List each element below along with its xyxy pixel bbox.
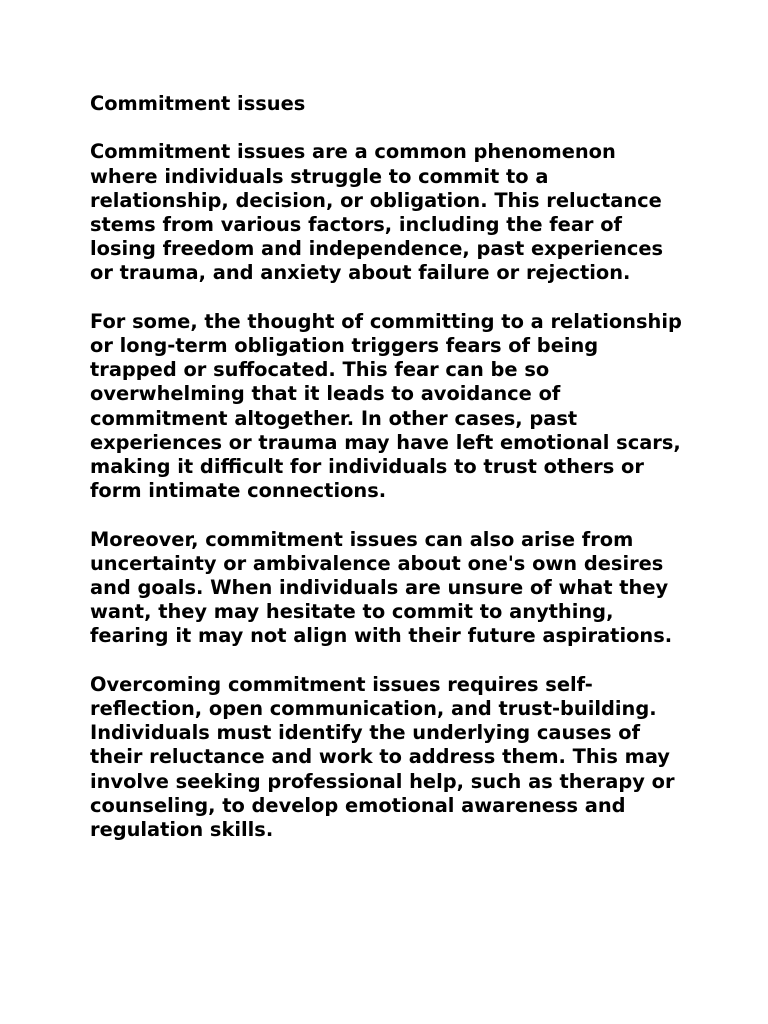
paragraph-3: Moreover, commitment issues can also arise from uncertainty or ambivalence about one's own desires and goals. When individuals are unsure of what they want, they may hesitate to commit to anything, fearing it may not align with their future aspirations.	[90, 527, 673, 648]
document-page	[90, 92, 690, 866]
paragraph-4: Overcoming commitment issues requires self-reflection, open communication, and trust-building. Individuals must identify the underlying causes of their reluctance and work to address them. This may involve seeking professional help, such as therapy or counseling, to develop emotional awareness and regulation skills.	[90, 672, 675, 842]
document-title: Commitment issues	[90, 92, 306, 115]
paragraph-1: Commitment issues are a common phenomenon where individuals struggle to commit to a relationship, decision, or obligation. This reluctance stems from various factors, including the fear of losing freedom and independence, past experiences or trauma, and anxiety about failure or rejection.	[90, 140, 664, 285]
paragraph-2: For some, the thought of committing to a relationship or long-term obligation triggers fears of being trapped or suffocated. This fear can be so overwhelming that it leads to avoidance of commitment altogether. In other cases, past experiences or trauma may have left emotional scars, making it difficult for individuals to trust others or form intimate connections.	[90, 309, 682, 503]
